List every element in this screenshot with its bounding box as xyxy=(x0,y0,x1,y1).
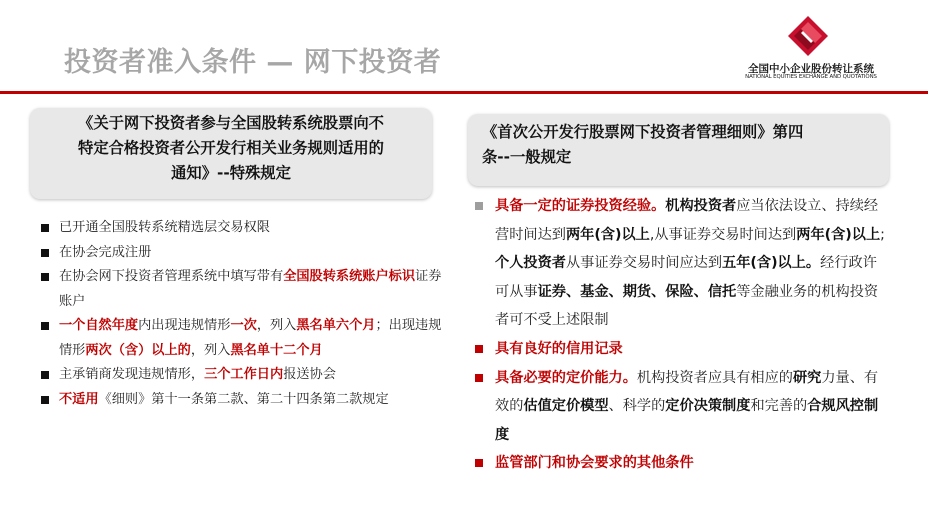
left-condition-list xyxy=(41,216,443,412)
list-item: 一个自然年度内出现违规情形一次，列入黑名单六个月；出现违规情形两次（含）以上的，列入黑名单十二个月 xyxy=(41,314,443,363)
list-item: 具有良好的信用记录 xyxy=(475,335,885,364)
square-bullet-icon xyxy=(475,459,483,467)
left-heading-box xyxy=(30,108,432,199)
right-heading-line: 《首次公开发行股票网下投资者管理细则》第四 xyxy=(482,123,804,141)
square-bullet-icon xyxy=(41,224,49,232)
left-heading-line: 《关于网下投资者参与全国股转系统股票向不 xyxy=(78,114,384,132)
logo-chinese-text: 全国中小企业股份转让系统 xyxy=(748,63,874,75)
list-item: 具备必要的定价能力。机构投资者应具有相应的研究力量、有效的估值定价模型、科学的定价决策制度和完善的合规风控制度 xyxy=(475,364,885,450)
list-item: 主承销商发现违规情形，三个工作日内报送协会 xyxy=(41,363,443,388)
right-condition-list xyxy=(475,192,885,478)
list-item: 具备一定的证券投资经验。机构投资者应当依法设立、持续经营时间达到两年(含)以上,从事证券交易时间达到两年(含)以上;个人投资者从事证券交易时间应达到五年(含)以上。经行政许可从事证券、基金、期货、保险、信托等金融业务的机构投资者可不受上述限制 xyxy=(475,192,885,335)
square-bullet-icon xyxy=(41,371,49,379)
header-divider xyxy=(0,91,928,94)
list-item: 监管部门和协会要求的其他条件 xyxy=(475,449,885,478)
list-item: 已开通全国股转系统精选层交易权限 xyxy=(41,216,443,241)
page-title: 投资者准入条件 — 网下投资者 xyxy=(64,47,442,78)
square-bullet-icon xyxy=(475,202,483,210)
square-bullet-icon xyxy=(41,273,49,281)
right-heading-box xyxy=(468,114,889,186)
list-item: 不适用《细则》第十一条第二款、第二十四条第二款规定 xyxy=(41,388,443,413)
square-bullet-icon xyxy=(475,345,483,353)
right-heading-line: 条--一般规定 xyxy=(482,148,572,166)
square-bullet-icon xyxy=(475,374,483,382)
logo-english-text: NATIONAL EQUITIES EXCHANGE AND QUOTATIONS xyxy=(745,74,877,80)
square-bullet-icon xyxy=(41,396,49,404)
left-heading-line: 通知》--特殊规定 xyxy=(171,164,291,182)
list-item: 在协会完成注册 xyxy=(41,241,443,266)
list-item: 在协会网下投资者管理系统中填写带有全国股转系统账户标识证券账户 xyxy=(41,265,443,314)
square-bullet-icon xyxy=(41,249,49,257)
left-heading-line: 特定合格投资者公开发行相关业务规则适用的 xyxy=(78,139,384,157)
neeq-logo-icon xyxy=(788,16,828,56)
square-bullet-icon xyxy=(41,322,49,330)
